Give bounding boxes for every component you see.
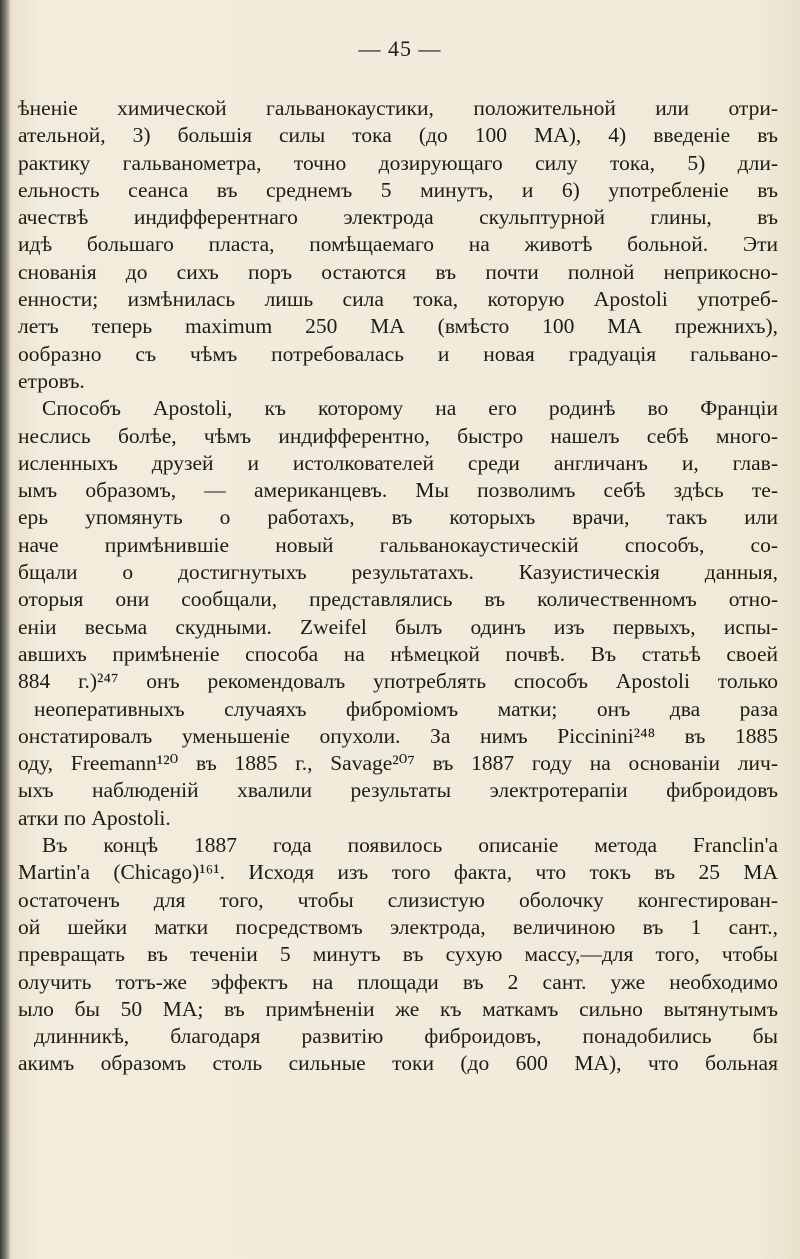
page-number: — 45 — [358,36,442,61]
text-line: 884 г.)²⁴⁷ онъ рекомендовалъ употреблять способъ Apostoli только [18,669,778,694]
text-line: ачествѣ индифферентнаго электрода скульптурной глины, въ [18,205,778,230]
text-line: ательной, 3) большія силы тока (до 100 МА), 4) введеніе въ [18,123,778,148]
text-line: рактику гальванометра, точно дозирующаго силу тока, 5) дли- [18,150,778,175]
text-line: ыло бы 50 МА; въ примѣненіи же къ маткамъ сильно вытянутымъ [18,996,778,1021]
book-spine-shadow [0,0,10,1259]
text-line: ыхъ наблюденій хвалили результаты электротерапіи фиброидовъ [18,778,778,803]
text-line: енности; измѣнилась лишь сила тока, которую Apostoli употреб- [18,287,778,312]
text-line: онстатировалъ уменьшеніе опухоли. За нимъ Piccinini²⁴⁸ въ 1885 [18,723,778,748]
text-line: етровъ. [18,368,85,393]
text-line: неоперативныхъ случаяхъ фиброміомъ матки; онъ два раза [34,696,778,721]
text-line: авшихъ примѣненіе способа на нѣмецкой почвѣ. Въ статьѣ своей [18,641,778,666]
text-line: оторыя они сообщали, представлялись въ количественномъ отно- [18,587,778,612]
text-line: Martin'a (Chicago)¹⁶¹. Исходя изъ того факта, что токъ въ 25 МА [18,860,778,885]
text-line: акимъ образомъ столь сильные токи (до 600 МА), что больная [18,1051,778,1076]
text-line: превращать въ теченіи 5 минутъ въ сухую массу,—для того, чтобы [18,942,778,967]
text-line: ымъ образомъ, — американцевъ. Мы позволимъ себѣ здѣсь те- [18,478,778,503]
text-line: снованія до сихъ поръ остаются въ почти полной неприкосно- [18,259,778,284]
text-line: наче примѣнившіе новый гальванокаустическій способъ, со- [18,532,778,557]
text-line: неслись болѣе, чѣмъ индифферентно, быстро нашелъ себѣ много- [18,423,778,448]
text-line: ерь упомянуть о работахъ, въ которыхъ врачи, такъ или [18,505,778,530]
paragraph-start-line: Способъ Apostoli, къ которому на его родинѣ во Франціи [42,396,778,421]
text-line: оду, Freemann¹²⁰ въ 1885 г., Savage²⁰⁷ въ 1887 году на основаніи лич- [18,751,778,776]
text-line: ой шейки матки посредствомъ электрода, величиною въ 1 сант., [18,914,778,939]
text-line: ѣненіе химической гальванокаустики, положительной или отри- [18,96,778,120]
text-line: длинникѣ, благодаря развитію фиброидовъ, понадобились бы [34,1024,778,1049]
text-line: бщали о достигнутыхъ результатахъ. Казуистическія данныя, [18,560,778,585]
paragraph-start-line: Въ концѣ 1887 года появилось описаніе метода Franclin'a [42,833,778,858]
text-line: идѣ большаго пласта, помѣщаемаго на животѣ больной. Эти [18,232,778,257]
text-line: еніи весьма скудными. Zweifel былъ одинъ изъ первыхъ, испы- [18,614,778,639]
body-text [18,95,778,1078]
text-line: летъ теперь maximum 250 МА (вмѣсто 100 МА прежнихъ), [18,314,778,339]
text-line: ообразно съ чѣмъ потребовалась и новая градуація гальвано- [18,341,778,366]
text-line: атки по Apostoli. [18,805,171,830]
text-line: ельность сеанса въ среднемъ 5 минутъ, и 6) употребленіе въ [18,177,778,202]
text-line: остаточенъ для того, чтобы слизистую оболочку конгестирован- [18,887,778,912]
text-line: олучить тотъ-же эффектъ на площади въ 2 сант. уже необходимо [18,969,778,994]
text-line: исленныхъ друзей и истолкователей среди англичанъ и, глав- [18,450,778,475]
